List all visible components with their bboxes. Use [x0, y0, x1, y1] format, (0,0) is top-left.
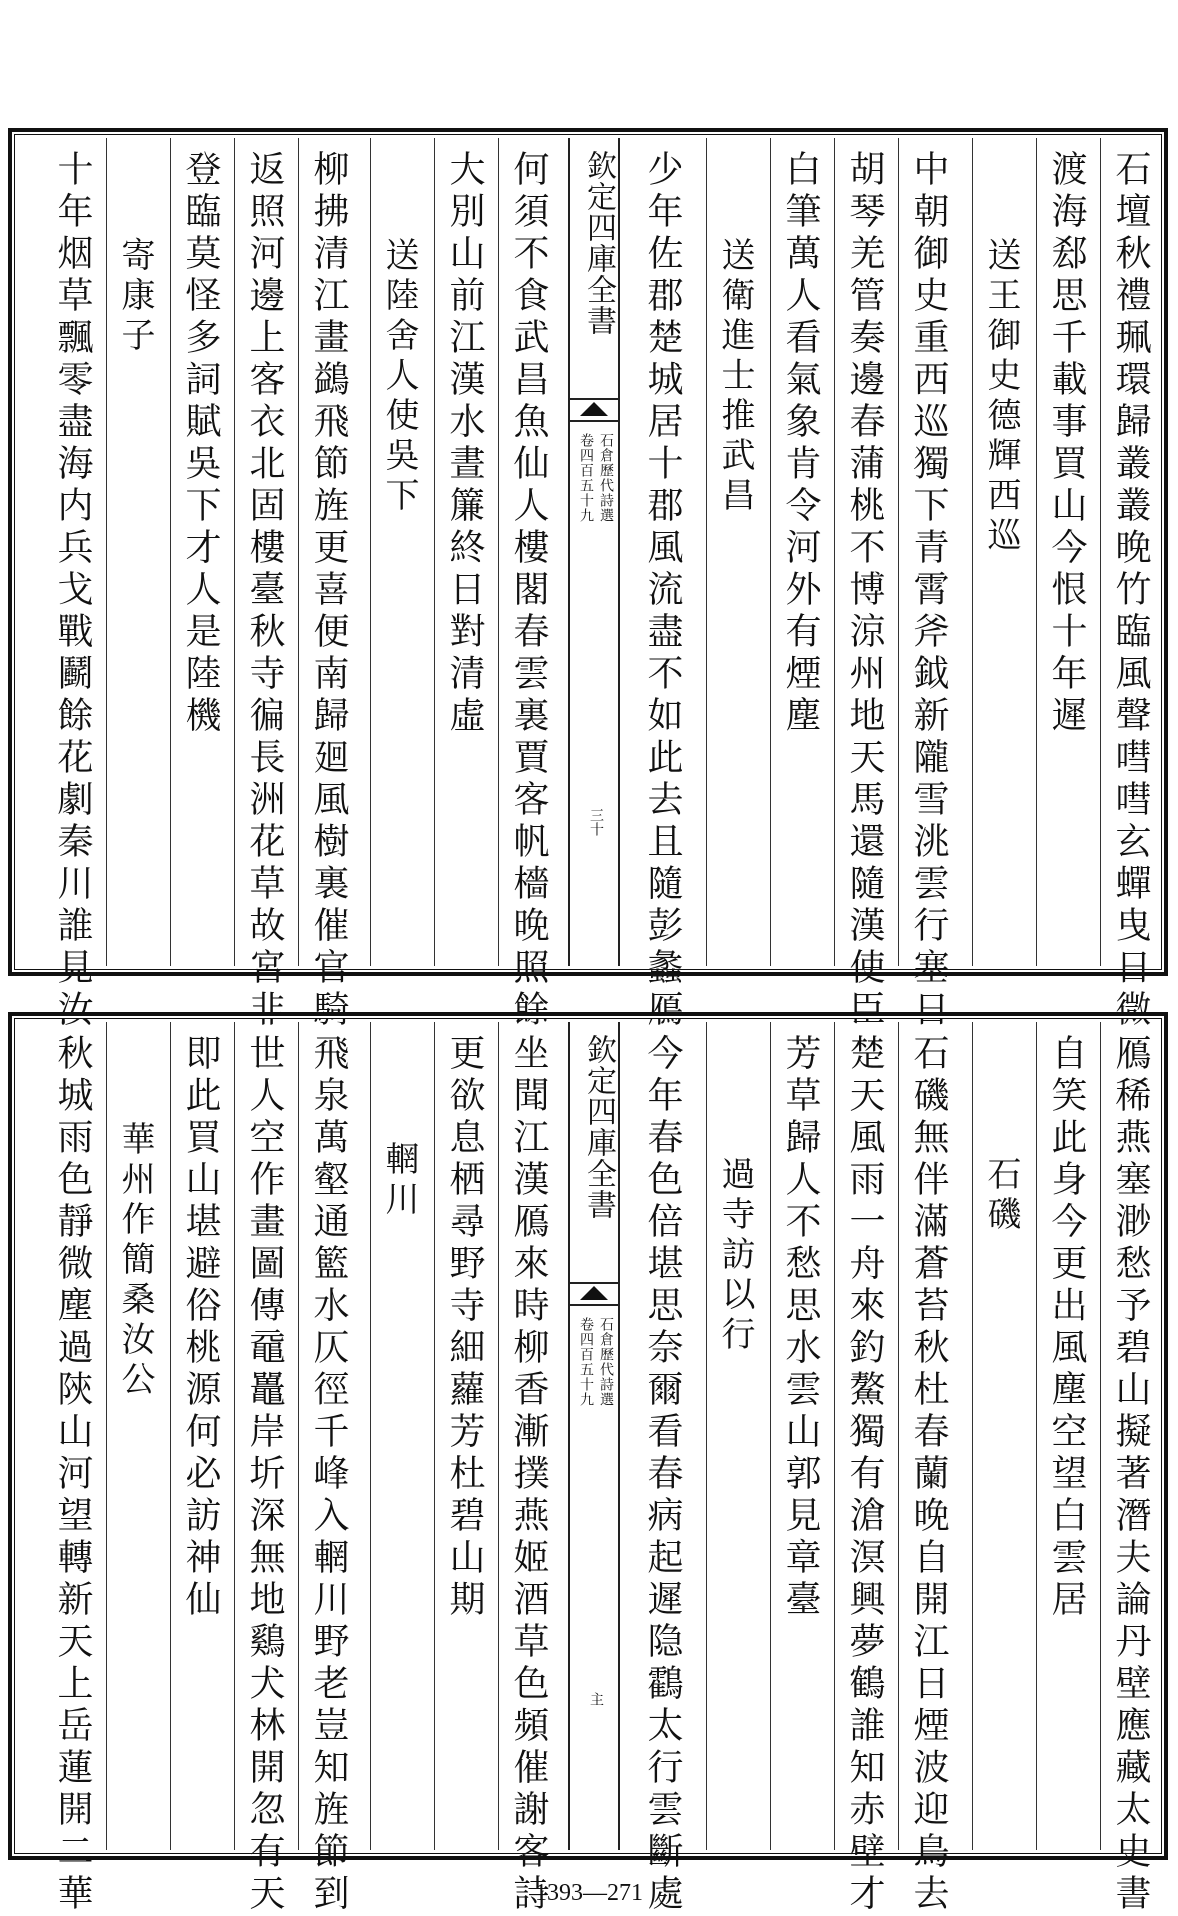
- center-page-number: 三十: [588, 808, 604, 836]
- column-rule: [298, 1022, 299, 1850]
- text-column: 芳草歸人不愁思水雲山郭見章臺: [780, 1034, 821, 1622]
- text-column: 世人空作畫圖傳黿鼉岸圻深無地鷄犬林開忽有天: [244, 1034, 285, 1916]
- column-rule: [234, 1022, 235, 1850]
- column-rule: [1100, 1022, 1101, 1850]
- text-column: 楚天風雨一舟來釣鰲獨有滄溟興夢鶴誰知赤壁才: [844, 1034, 885, 1916]
- text-column: 今年春色倍堪思奈爾看春病起遲隐鸖太行雲斷處: [642, 1034, 683, 1916]
- text-column: 石壇秋禮珮環歸叢叢晚竹臨風聲嘒嘒玄蟬曳日微: [1110, 150, 1151, 1032]
- column-rule: [170, 138, 171, 966]
- column-rule: [370, 1022, 371, 1850]
- center-fold: [568, 1022, 620, 1850]
- column-rule: [298, 138, 299, 966]
- poem-title: 過寺訪以行: [715, 1156, 755, 1356]
- text-column: 自笑此身今更出風塵空望白雲居: [1046, 1034, 1087, 1622]
- column-rule: [106, 138, 107, 966]
- page-footer-number: 1393—271: [535, 1880, 643, 1906]
- column-rule: [498, 1022, 499, 1850]
- column-rule: [898, 138, 899, 966]
- text-column: 中朝御史重西巡獨下青霄斧鉞新隴雪洮雲行塞日: [908, 150, 949, 1032]
- center-collection: 石倉歷代詩選: [598, 433, 614, 523]
- center-book-title: 欽定四庫全書: [581, 150, 616, 336]
- text-column: 渡海郄思千載事買山今恨十年遲: [1046, 150, 1087, 738]
- column-rule: [1100, 138, 1101, 966]
- column-rule: [370, 138, 371, 966]
- center-book-title: 欽定四庫全書: [581, 1034, 616, 1220]
- column-rule: [834, 138, 835, 966]
- column-rule: [706, 138, 707, 966]
- column-rule: [434, 1022, 435, 1850]
- poem-title: 送陸舍人使吳下: [379, 237, 419, 517]
- center-page-number: 主: [588, 1692, 604, 1706]
- text-column: 十年烟草飄零盡海内兵戈戰鬬餘花劇秦川誰見汝: [52, 150, 93, 1032]
- column-rule: [106, 1022, 107, 1850]
- column-rule: [898, 1022, 899, 1850]
- poem-title: 送衛進士推武昌: [715, 237, 755, 517]
- text-column: 白筆萬人看氣象肯令河外有煙塵: [780, 150, 821, 738]
- text-column: 更欲息栖尋野寺細蘿芳杜碧山期: [444, 1034, 485, 1622]
- text-column: 飛泉萬壑通籃水仄徑千峰入輞川野老豈知旌節到: [308, 1034, 349, 1916]
- column-rule: [834, 1022, 835, 1850]
- poem-title: 華州作簡桑汝公: [115, 1121, 155, 1401]
- poem-title: 石磯: [981, 1156, 1021, 1236]
- center-volume: 卷四百五十九: [578, 433, 594, 523]
- column-rule: [434, 138, 435, 966]
- column-rule: [1036, 1022, 1037, 1850]
- column-rule: [1036, 138, 1037, 966]
- column-rule: [972, 1022, 973, 1850]
- center-volume: 卷四百五十九: [578, 1317, 594, 1407]
- fishtail-mark: [570, 398, 618, 422]
- text-column: 坐聞江漢鴈來時柳香漸撲燕姬酒草色頻催謝客詩: [508, 1034, 549, 1916]
- column-rule: [234, 138, 235, 966]
- text-column: 鴈稀燕塞渺愁予碧山擬著潛夫論丹壁應藏太史書: [1110, 1034, 1151, 1916]
- text-column: 大別山前江漢水晝簾終日對清虛: [444, 150, 485, 738]
- text-column: 胡琴羌管奏邊春蒲桃不博涼州地天馬還隨漢使臣: [844, 150, 885, 1032]
- text-column: 返照河邊上客衣北固樓臺秋寺徧長洲花草故宮非: [244, 150, 285, 1032]
- text-column: 柳拂清江畫鷁飛節旌更喜便南歸廻風樹裏催官騎: [308, 150, 349, 1032]
- poem-title: 寄康子: [115, 237, 155, 357]
- top-page-frame: [8, 128, 1168, 1032]
- text-column: 何須不食武昌魚仙人樓閣春雲裏賈客帆檣晚照餘: [508, 150, 549, 1032]
- column-rule: [770, 138, 771, 966]
- poem-title: 輞川: [379, 1141, 419, 1221]
- column-rule: [706, 1022, 707, 1850]
- center-collection: 石倉歷代詩選: [598, 1317, 614, 1407]
- center-fold: [568, 138, 620, 966]
- column-rule: [770, 1022, 771, 1850]
- column-rule: [170, 1022, 171, 1850]
- column-rule: [498, 138, 499, 966]
- poem-title: 送王御史德輝西巡: [981, 237, 1021, 557]
- text-column: 即此買山堪避俗桃源何必訪神仙: [180, 1034, 221, 1622]
- text-column: 石磯無伴滿蒼苔秋杜春蘭晚自開江日煙波迎鳥去: [908, 1034, 949, 1916]
- text-column: 少年佐郡楚城居十郡風流盡不如此去且隨彭蠡鴈: [642, 150, 683, 1032]
- fishtail-mark: [570, 1282, 618, 1306]
- text-column: 秋城雨色靜微塵過陝山河望轉新天上岳蓮開二華: [52, 1034, 93, 1916]
- column-rule: [972, 138, 973, 966]
- text-column: 登臨莫怪多詞賦吳下才人是陸機: [180, 150, 221, 738]
